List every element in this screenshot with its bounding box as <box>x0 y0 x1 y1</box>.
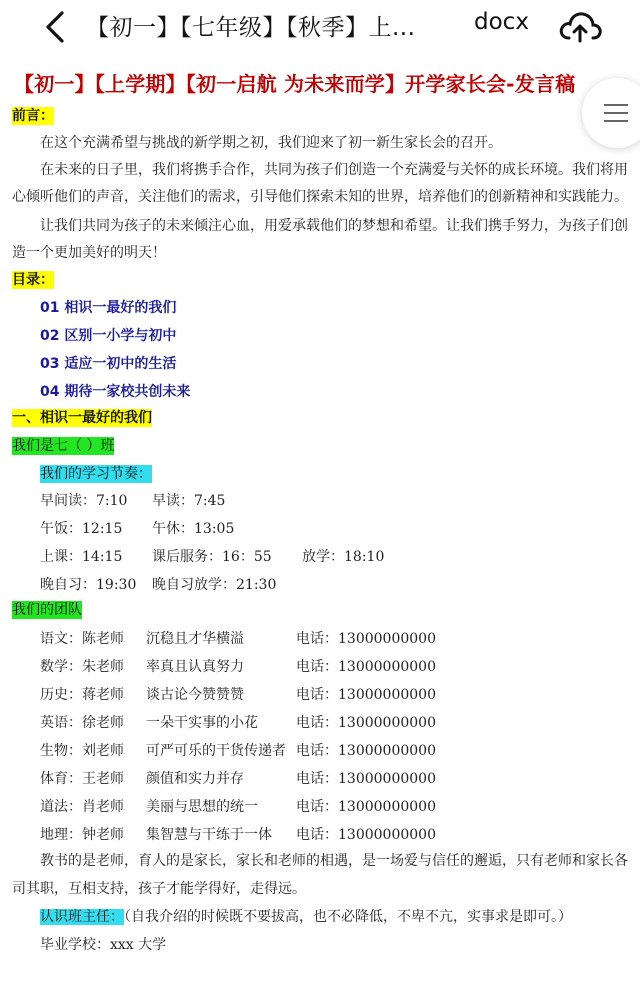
preface-line: 在未来的日子里，我们将携手合作，共同为孩子们创造一个充满爱与关怀的成长环境。我们将用 <box>40 162 628 178</box>
file-extension: docx <box>474 9 529 35</box>
teacher-subject: 体育：王老师 <box>40 771 124 787</box>
teacher-row <box>40 710 436 737</box>
menu-button[interactable] <box>582 78 640 148</box>
teacher-subject: 生物：刘老师 <box>40 743 124 759</box>
teacher-subject: 道法：肖老师 <box>40 799 124 815</box>
preface-line: 心倾听他们的声音，关注他们的需求，引导他们探索未知的世界，培养他们的创新精神和实践能力。 <box>12 189 628 205</box>
teacher-desc: 美丽与思想的统一 <box>146 799 258 815</box>
teacher-phone: 电话：13000000000 <box>296 799 436 815</box>
top-bar <box>0 0 640 56</box>
menu-icon <box>604 104 628 106</box>
schedule-row <box>40 544 384 571</box>
school-line: 毕业学校：xxx 大学 <box>40 937 167 953</box>
teacher-desc: 沉稳且才华横溢 <box>146 631 244 647</box>
toc-label: 目录： <box>12 272 54 288</box>
teacher-phone: 电话：13000000000 <box>296 631 436 647</box>
teacher-phone: 电话：13000000000 <box>296 715 436 731</box>
preface-label: 前言： <box>12 108 54 124</box>
teacher-desc: 率真且认真努力 <box>146 659 244 675</box>
teacher-row <box>40 682 436 709</box>
teacher-phone: 电话：13000000000 <box>296 659 436 675</box>
schedule-item: 晚自习放学：21:30 <box>152 577 277 593</box>
teacher-desc: 可严可乐的干货传递者 <box>146 743 286 759</box>
schedule-item: 午休：13:05 <box>152 521 235 537</box>
teacher-desc: 颜值和实力并存 <box>146 771 244 787</box>
menu-icon-line <box>604 120 628 122</box>
schedule-item: 放学：18:10 <box>302 549 385 565</box>
section-heading: 一、相识一最好的我们 <box>12 410 152 426</box>
schedule-item: 早间读：7:10 <box>40 493 128 509</box>
document-heading: 【初一】【上学期】【初一启航 为未来而学】开学家长会-发言稿 <box>14 72 576 96</box>
intro-text: （自我介绍的时候既不要拔高，也不必降低，不卑不亢，实事求是即可。） <box>124 909 572 925</box>
teacher-phone: 电话：13000000000 <box>296 687 436 703</box>
teacher-desc: 谈古论今赞赞赞 <box>146 687 244 703</box>
teacher-subject: 语文：陈老师 <box>40 631 124 647</box>
schedule-item: 晚自习：19:30 <box>40 577 137 593</box>
teacher-row <box>40 654 436 681</box>
schedule-row <box>40 488 302 515</box>
team-label: 我们的团队 <box>12 602 82 618</box>
closing-line: 教书的是老师，育人的是家长，家长和老师的相遇，是一场爱与信任的邂逅，只有老师和家长各 <box>40 853 628 869</box>
teacher-row <box>40 766 436 793</box>
schedule-item: 课后服务：16：55 <box>152 549 272 565</box>
schedule-row <box>40 572 302 599</box>
teacher-row <box>40 738 436 765</box>
teacher-row <box>40 794 436 821</box>
back-arrow-icon[interactable] <box>40 10 74 44</box>
teacher-phone: 电话：13000000000 <box>296 743 436 759</box>
teacher-subject: 数学：朱老师 <box>40 659 124 675</box>
teacher-desc: 一朵干实事的小花 <box>146 715 258 731</box>
schedule-item: 上课：14:15 <box>40 549 123 565</box>
menu-icon-line <box>604 112 628 114</box>
toc-item[interactable]: 01 相识一最好的我们 <box>40 300 177 316</box>
teacher-phone: 电话：13000000000 <box>296 827 436 843</box>
teacher-desc: 集智慧与干练于一体 <box>146 827 272 843</box>
preface-line: 在这个充满希望与挑战的新学期之初，我们迎来了初一新生家长会的召开。 <box>40 135 502 151</box>
preface-line: 让我们共同为孩子的未来倾注心血，用爱承载他们的梦想和希望。让我们携手努力，为孩子们创 <box>40 218 628 234</box>
teacher-phone: 电话：13000000000 <box>296 771 436 787</box>
intro-label: 认识班主任： <box>40 909 124 925</box>
preface-line: 造一个更加美好的明天！ <box>12 245 166 261</box>
toc-item[interactable]: 02 区别一小学与初中 <box>40 328 177 344</box>
document-title: 【初一】【七年级】【秋季】上... <box>86 15 416 41</box>
teacher-subject: 英语：徐老师 <box>40 715 124 731</box>
schedule-row <box>40 516 302 543</box>
toc-item[interactable]: 03 适应一初中的生活 <box>40 356 177 372</box>
teacher-subject: 历史：蒋老师 <box>40 687 124 703</box>
intro-line <box>40 904 572 931</box>
schedule-item: 午饭：12:15 <box>40 521 123 537</box>
teacher-row <box>40 822 436 849</box>
class-label: 我们是七（ ）班 <box>12 438 115 454</box>
teacher-subject: 地理：钟老师 <box>40 827 124 843</box>
closing-line: 司其职，互相支持，孩子才能学得好，走得远。 <box>12 881 306 897</box>
cloud-upload-icon[interactable] <box>558 8 602 46</box>
teacher-row <box>40 626 436 653</box>
rhythm-label: 我们的学习节奏： <box>40 466 152 482</box>
schedule-item: 早读：7:45 <box>152 493 226 509</box>
toc-item[interactable]: 04 期待一家校共创未来 <box>40 384 191 400</box>
